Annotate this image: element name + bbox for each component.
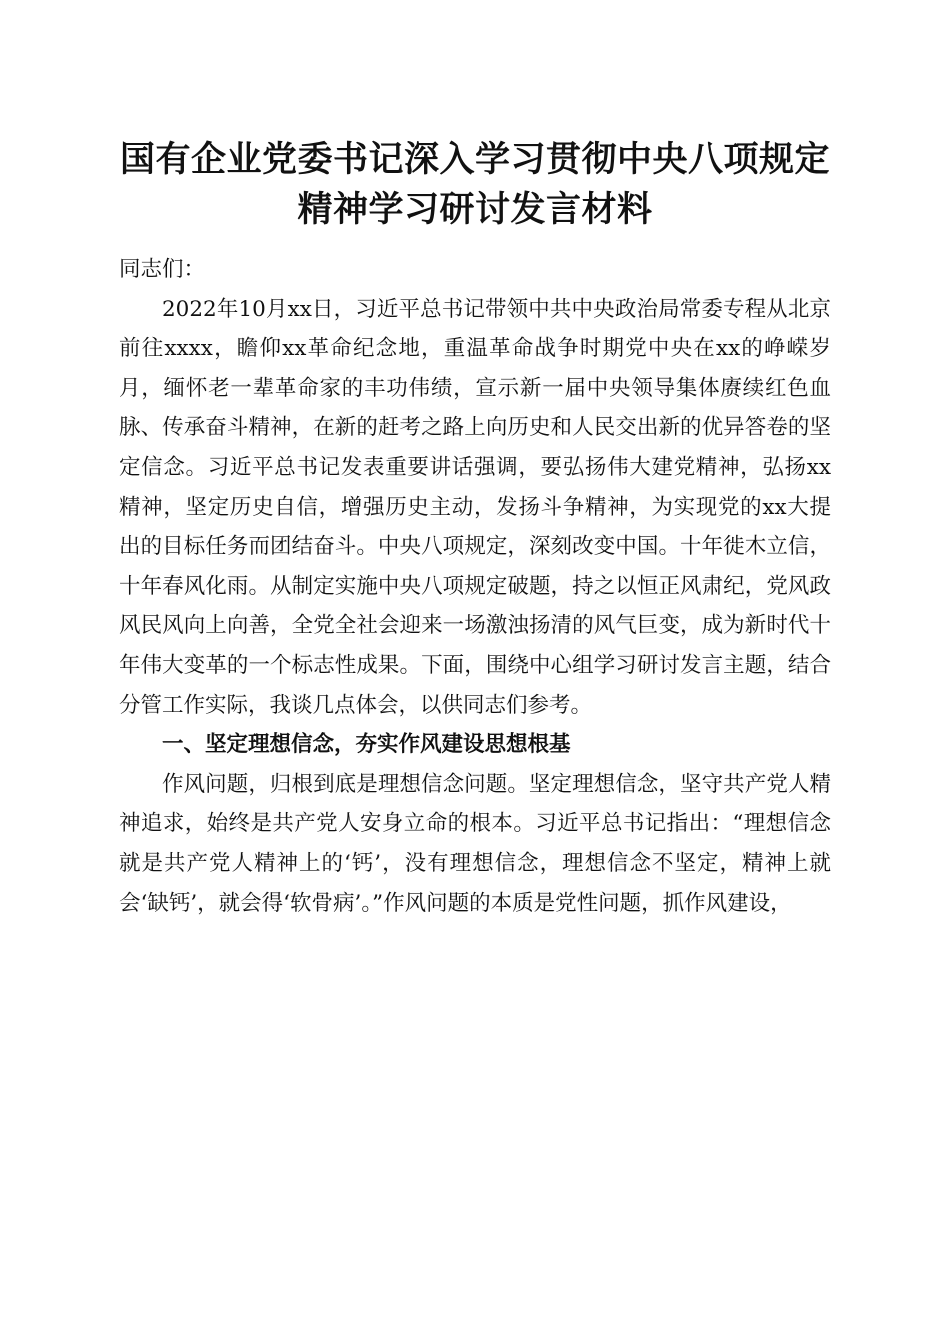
- salutation: 同志们：: [119, 257, 206, 282]
- title-line-1: 国有企业党委书记深入学习贯彻中央八项规定: [119, 140, 830, 180]
- paragraph-ideals: 作风问题，归根到底是理想信念问题。坚定理想信念，坚守共产党人精神追求，始终是共产党人安身立命的根本。习近平总书记指出：“理想信念就是共产党人精神上的‘钙’，没有理想信念，理想信念不坚定，精神上就会‘缺钙’，就会得‘软骨病’。”作风问题的本质是党性问题，抓作风建设，: [119, 771, 831, 916]
- section-1-heading: 一、坚定理想信念，夯实作风建设思想根基: [162, 732, 571, 758]
- paragraph-introduction: 2022年10月xx日，习近平总书记带领中共中央政治局常委专程从北京前往xxxx，瞻仰xx革命纪念地，重温革命战争时期党中央在xx的峥嵘岁月，缅怀老一辈革命家的丰功伟绩，宣示新一届中央领导集体赓续红色血脉、传承奋斗精神，在新的赶考之路上向历史和人民交出新的优异答卷的坚定信念。习近平总书记发表重要讲话强调，要弘扬伟大建党精神，弘扬xx精神，坚定历史自信，增强历史主动，发扬斗争精神，为实现党的xx大提出的目标任务而团结奋斗。中央八项规定，深刻改变中国。十年徙木立信，十年春风化雨。从制定实施中央八项规定破题，持之以恒正风肃纪，党风政风民风向上向善，全党全社会迎来一场激浊扬清的风气巨变，成为新时代十年伟大变革的一个标志性成果。下面，围绕中心组学习研讨发言主题，结合分管工作实际，我谈几点体会，以供同志们参考。: [119, 296, 831, 718]
- title-line-2: 精神学习研讨发言材料: [297, 190, 653, 230]
- document-body: [119, 250, 831, 923]
- document-title: [100, 135, 850, 235]
